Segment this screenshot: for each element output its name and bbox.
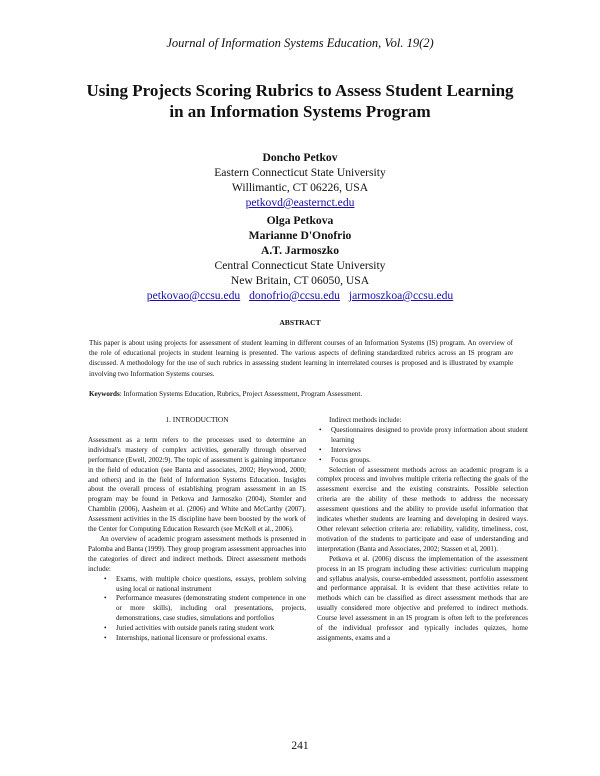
right-column [317, 416, 528, 644]
left-column [88, 415, 306, 644]
section-heading: 1. INTRODUCTION [165, 415, 229, 424]
title-line-2: in an Information Systems Program [169, 102, 431, 121]
author-name: Olga Petkova [266, 214, 334, 227]
list-item: • Juried activities with outside panels rating student work [88, 624, 306, 634]
keywords-text: : Information Systems Education, Rubrics, Project Assessment, Program Assessment. [119, 390, 363, 398]
author-affiliation: Central Connecticut State University [214, 259, 386, 272]
list-item: • Focus groups. [317, 456, 528, 466]
title-line-1: Using Projects Scoring Rubrics to Assess Student Learning [86, 81, 514, 100]
journal-header: Journal of Information Systems Education, Vol. 19(2) [166, 36, 434, 50]
indirect-methods-list [317, 426, 528, 466]
direct-methods-list [88, 575, 306, 644]
author-name: Doncho Petkov [262, 151, 338, 164]
abstract-text: This paper is about using projects for assessment of student learning in different courses of an Information Systems (IS) program. An overview of the role of educational projects in student learning is presented. The various aspects of defining standardized rubrics across an IS program are discussed. A methodology for the use of such rubrics in assessing student learning in interrelated courses is proposed and is illustrated by example involving two Information Systems courses. [89, 339, 513, 378]
author-email-link[interactable]: petkovd@easternct.edu [245, 196, 355, 209]
author-address: Willimantic, CT 06226, USA [231, 181, 369, 194]
abstract-heading: ABSTRACT [279, 318, 321, 327]
author-email-link[interactable]: donofrio@ccsu.edu [249, 289, 340, 302]
author-block-1 [0, 150, 600, 210]
keywords-label: Keywords [89, 390, 120, 398]
list-item: • Performance measures (demonstrating student competence in one or more skills), including oral presentations, projects, demonstrations, case studies, simulations and portfolios [88, 594, 306, 624]
paragraph: An overview of academic program assessment methods is presented in Palomba and Banta (1999). They group program assessment approaches into the categories of direct and indirect methods. Direct assessment methods include: [88, 534, 306, 573]
author-address: New Britain, CT 06050, USA [230, 274, 370, 287]
author-email-link[interactable]: jarmoszkoa@ccsu.edu [348, 289, 454, 302]
author-name: Marianne D'Onofrio [248, 229, 352, 242]
author-name: A.T. Jarmoszko [260, 244, 340, 257]
paragraph: Selection of assessment methods across an academic program is a complex process and involves multiple criteria reflecting the goals of the assessment exercise and the existing constraints. Possible selection criteria are the ability of these methods to address the necessary assessment questions and the ability to provide useful information that indicates whether students are learning and developing in desired ways. Other relevant selection criteria are: reliability, validity, timeliness, cost, motivation of the students to participate and ease of understanding and interpretation (Banta and Associates, 2002; Stassen et al, 2001). [317, 465, 528, 553]
author-affiliation: Eastern Connecticut State University [214, 166, 386, 179]
paragraph: Assessment as a term refers to the processes used to determine an individual's mastery of complex activities, generally through observed performance (Ewell, 2002:9). The topic of assessment is gaining importance in the field of education (see Banta and associates, 2002; Heywood, 2000; and others) and in the field of Information Systems Education. Insights about the overall process of establishing program assessment in an IS program may be found in Petkova and Jarmoszko (2004), Stemler and Chamblin (2006), Aasheim et al. (2006) and White and McCarthy (2007). Assessment activities in the IS discipline have been boosted by the work of the Center for Computing Education Research (see McKell et al., 2006). [88, 435, 306, 534]
paragraph: Indirect methods include: [329, 416, 402, 424]
list-item: • Interviews [317, 446, 528, 456]
author-block-2 [0, 213, 600, 303]
paragraph: Petkova et al. (2006) discuss the implementation of the assessment process in an IS program including these activities: curriculum mapping and syllabus analysis, course-embedded assessment, portfolio assessment and performance appraisal. It is evident that these activities relate to methods which can be classified as direct assessment methods that are usually considered more objective and preferred to indirect methods. Course level assessment in an IS program is often left to the preferences of the individual professor and typically includes quizzes, home assignments, exams and a [317, 554, 528, 642]
page-number: 241 [291, 740, 309, 752]
author-email-link[interactable]: petkovao@ccsu.edu [146, 289, 241, 302]
paper-title [60, 80, 540, 122]
keywords [89, 389, 513, 399]
list-item: • Exams, with multiple choice questions, essays, problem solving using local or national instrument [88, 575, 306, 595]
list-item: • Internships, national licensure or professional exams. [88, 634, 306, 644]
list-item: • Questionnaires designed to provide proxy information about student learning [317, 426, 528, 446]
